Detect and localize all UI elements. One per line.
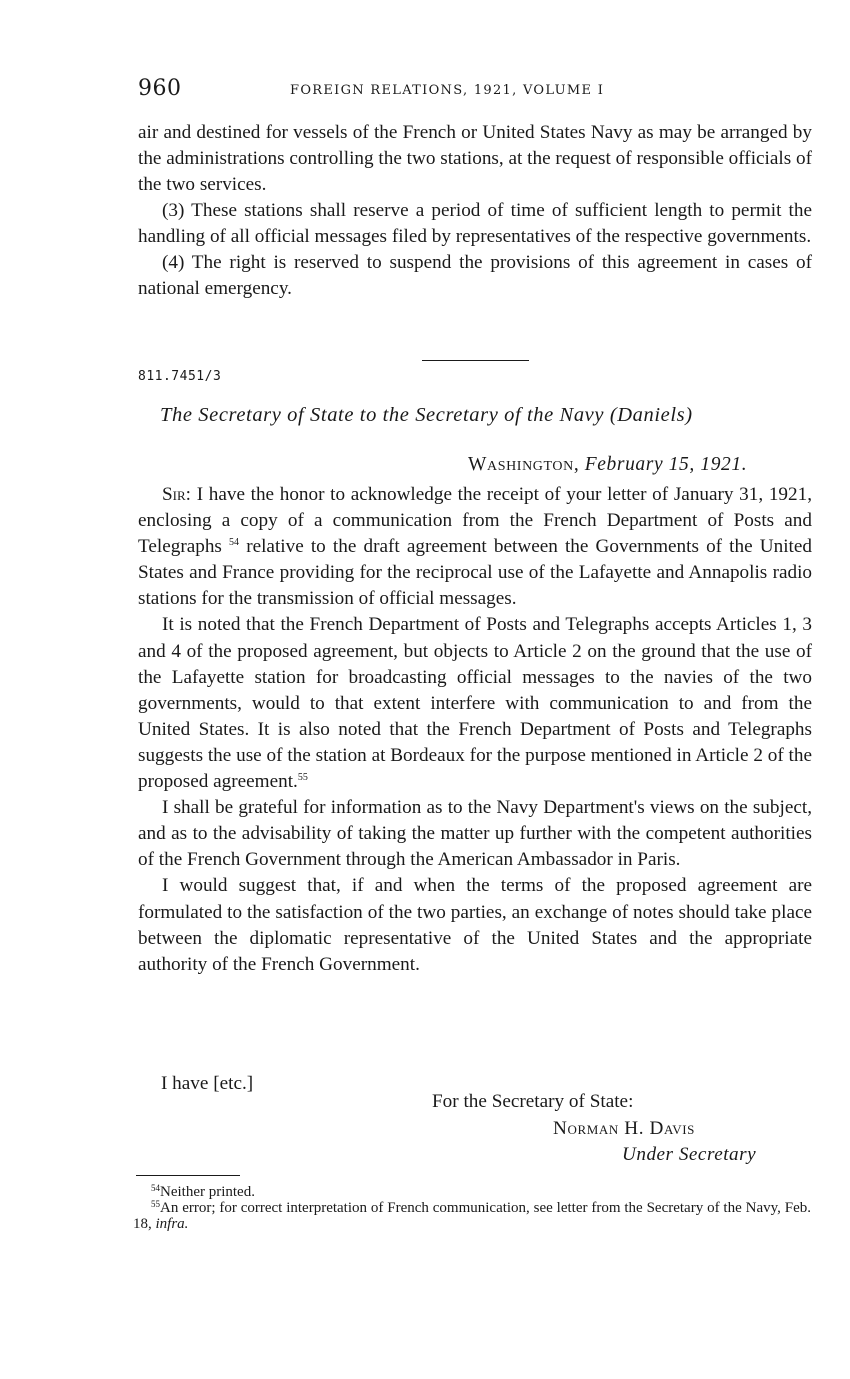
closing-formula: I have [etc.] [161,1073,254,1094]
footnote-divider [136,1175,240,1176]
continuation-text [138,120,812,302]
continuation-paragraph: (3) These stations shall reserve a period of time of sufficient length to permit the handling of all official messages filed by representatives of the respective governments. [138,200,812,247]
signoff: For the Secretary of State: [432,1091,634,1112]
section-divider [422,360,529,361]
document-title: The Secretary of State to the Secretary of the Navy (Daniels) [160,404,693,426]
footnote-reference: 54 [229,537,240,549]
letter-text: I have the honor to acknowledge the receipt of your letter of January 31, 1921, enclosing a copy of a communication from the French Department of Posts and Telegraphs [138,484,812,558]
letter-text: relative to the draft agreement between the Governments of the United States and France providing for the reciprocal use of the Lafayette and Annapolis radio stations for the transmission of official messages. [138,536,812,610]
footnote-reference: 55 [297,772,308,784]
footnote-text: An error; for correct interpretation of French communication, see letter from the Secretary of the Navy, Feb. 18, [133,1200,811,1232]
salutation: Sir: [162,484,192,505]
dateline [468,454,747,476]
file-number: 811.7451/3 [138,369,222,384]
signer-name: Norman H. Davis [553,1118,696,1139]
dateline-date: February 15, 1921. [584,454,748,475]
footnote [133,1184,811,1200]
continuation-paragraph: (4) The right is reserved to suspend the provisions of this agreement in cases of national emergency. [138,252,812,299]
letter-paragraph [138,482,812,612]
letter-paragraph: I shall be grateful for information as to the Navy Department's views on the subject, and as to the advisability of taking the matter up further with the competent authorities of the French Government through the American Ambassador in Paris. [138,797,812,871]
footnote-infra: infra. [155,1216,189,1232]
footnote-text: Neither printed. [160,1184,255,1200]
document-title-text: The Secretary of State to the Secretary of the Navy [160,404,605,426]
dateline-place: Washington, [468,454,580,475]
running-head: FOREIGN RELATIONS, 1921, VOLUME I [290,83,605,98]
footnote-mark: 55 [151,1199,160,1209]
letter-body [138,482,812,978]
signer-title: Under Secretary [622,1144,757,1165]
footnotes [133,1184,811,1232]
letter-paragraph: I would suggest that, if and when the terms of the proposed agreement are formulated to the satisfaction of the two parties, an exchange of notes should take place between the diplomatic representative of the United States and the appropriate authority of the French Government. [138,875,812,975]
footnote-mark: 54 [151,1183,160,1193]
page-header [138,76,810,106]
continuation-paragraph: air and destined for vessels of the French or United States Navy as may be arranged by the administrations controlling the two stations, at the request of responsible officials of the two services. [138,122,812,195]
document-title-name: Daniels [617,404,686,426]
footnote [133,1200,811,1232]
letter-text: It is noted that the French Department of Posts and Telegraphs accepts Articles 1, 3 and 4 of the proposed agreement, but objects to Article 2 on the ground that the use of the Lafayette station for broadcasting official messages to the navies of the two governments, would to that extent interfere with communication to and from the United States. It is also noted that the French Department of Posts and Telegraphs suggests the use of the station at Bordeaux for the purpose mentioned in Article 2 of the proposed agreement. [138,614,812,793]
letter-paragraph [138,612,812,795]
page-number: 960 [138,76,182,101]
